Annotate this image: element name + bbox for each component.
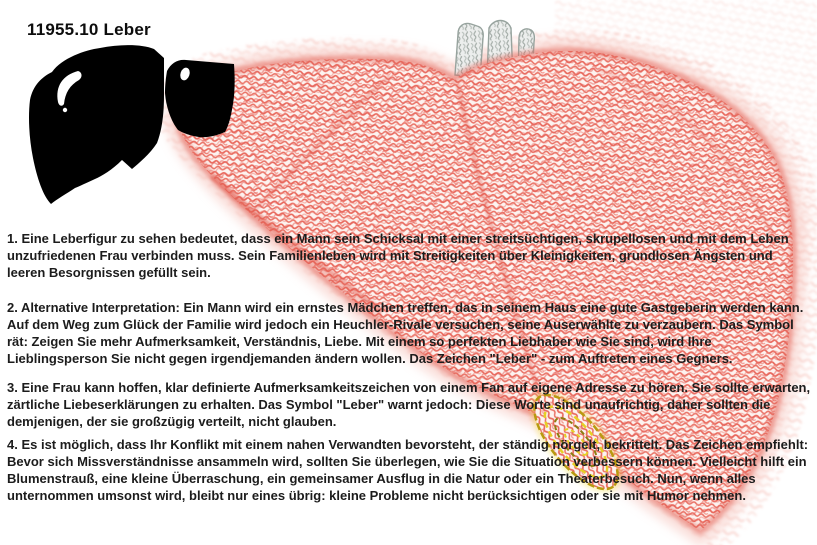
silhouette-right-lobe — [165, 60, 235, 137]
paragraph-4: 4. Es ist möglich, dass Ihr Konflikt mit einem nahen Verwandten bevorsteht, der ständig nörgelt, bekrittelt. Das Zeichen empfiehlt: Bevor sich Missverständnisse ansammeln wird, sollten Sie überlegen, wie Sie die Situation verbessern können. Vielleicht hilft ein Blumenstrauß, eine kleine Überraschung, ein gemeinsamer Ausflug in die Natur oder ein Theaterbesuch. Nun, wenn alles unternommen umsonst wird, bleibt nur eines übrig: kleine Probleme nicht berücksichtigen oder sie mit Humor nehmen. — [7, 437, 809, 503]
page-title: 11955.10 Leber — [27, 20, 151, 40]
paragraph-1: 1. Eine Leberfigur zu sehen bedeutet, dass ein Mann sein Schicksal mit einer streitsüchtigen, skrupellosen und mit dem Leben unzufriedenen Frau verbinden muss. Sein Familienleben wird mit Streitigkeiten über Kleinigkeiten, grundlosen Ängsten und leeren Besorgnissen gefüllt sein. — [7, 231, 789, 280]
paragraph-2: 2. Alternative Interpretation: Ein Mann wird ein ernstes Mädchen treffen, das in seinem Haus eine gute Gastgeberin werden kann. Auf dem Weg zum Glück der Familie wird jedoch ein Heuchler-Rivale versuchen, seine Auserwählte zu verzaubern. Das Symbol rät: Zeigen Sie mehr Aufmerksamkeit, Verständnis, Liebe. Mit einem so perfekten Liebhaber wie Sie sind, wird Ihre Lieblingsperson Sie nicht gegen irgendjemanden ändern wollen. Das Zeichen "Leber" - zum Auftreten eines Gegners. — [7, 300, 804, 366]
silhouette-left-lobe — [29, 45, 164, 204]
paragraph-3: 3. Eine Frau kann hoffen, klar definierte Aufmerksamkeitszeichen von einem Fan auf eigene Adresse zu hören. Sie sollte erwarten, zärtliche Liebeserklärungen zu erhalten. Das Symbol "Leber" warnt jedoch: Diese Worte sind unaufrichtig, daher sollten die demjenigen, der sie großzügig verteilt, nicht glauben. — [7, 380, 811, 429]
